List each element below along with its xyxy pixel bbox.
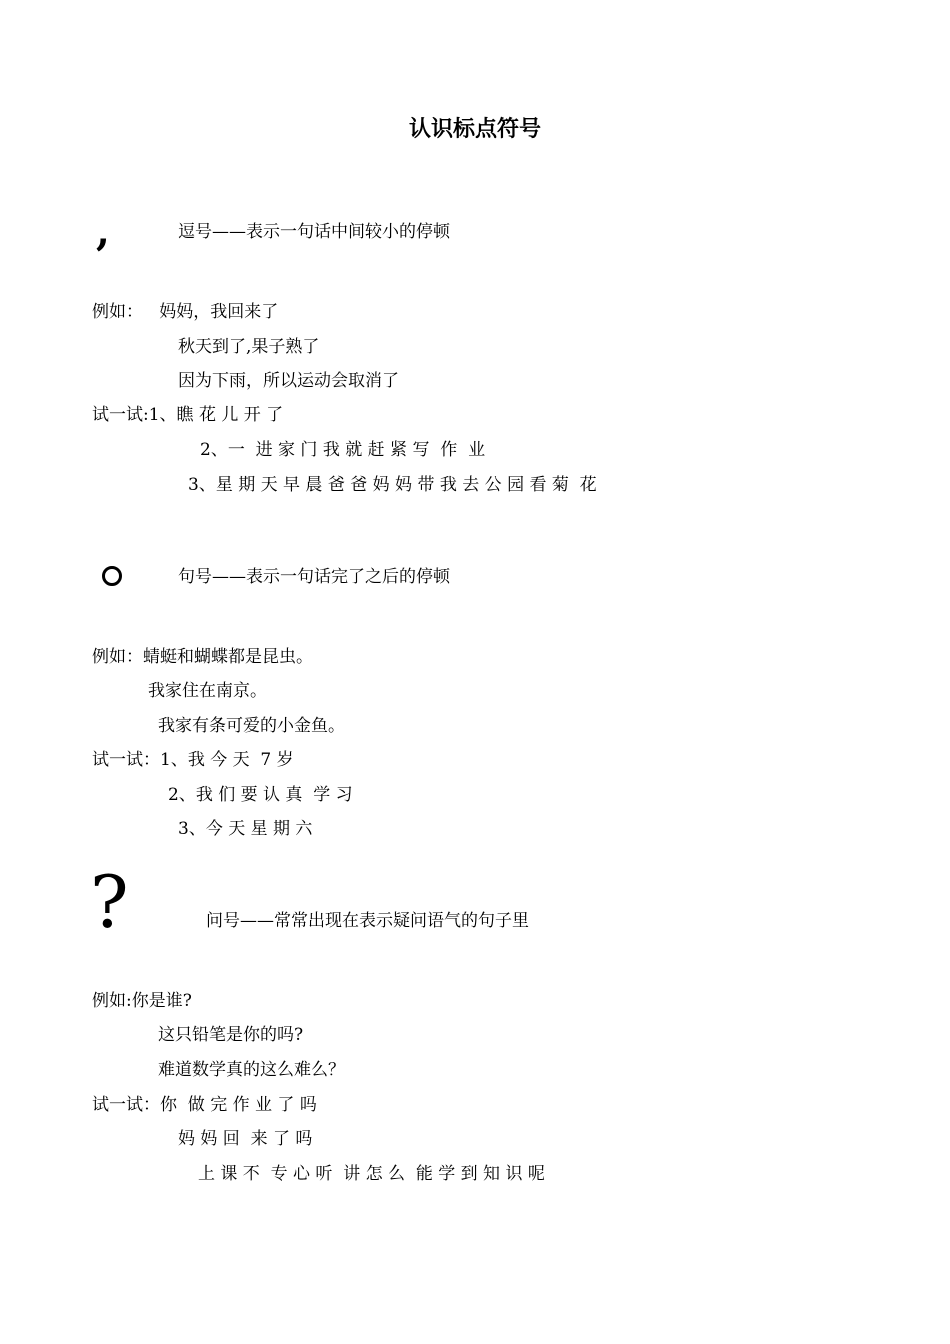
question-example-3: 难道数学真的这么难么？	[158, 1060, 345, 1080]
comma-example-1: 例如： 妈妈，我回来了	[92, 302, 279, 322]
question-practice-2: 妈 妈 回 来 了 吗	[178, 1129, 313, 1149]
period-practice-1: 试一试：1、我 今 天 7 岁	[92, 750, 294, 770]
period-icon	[102, 566, 122, 586]
page-title: 认识标点符号	[408, 117, 541, 142]
question-mark-icon: ?	[90, 860, 129, 944]
period-example-1: 例如：蜻蜓和蝴蝶都是昆虫。	[92, 647, 313, 667]
comma-practice-2: 2、一 进 家 门 我 就 赶 紧 写 作 业	[200, 440, 486, 460]
period-example-2: 我家住在南京。	[148, 681, 267, 701]
comma-icon: ,	[96, 208, 110, 255]
period-example-3: 我家有条可爱的小金鱼。	[158, 716, 345, 736]
period-practice-3: 3、今 天 星 期 六	[178, 819, 313, 839]
comma-example-2: 秋天到了,果子熟了	[178, 337, 320, 357]
comma-practice-1: 试一试:1、瞧 花 儿 开 了	[92, 405, 284, 425]
question-practice-1: 试一试：你 做 完 作 业 了 吗	[92, 1095, 317, 1115]
period-definition: 句号——表示一句话完了之后的停顿	[178, 567, 450, 587]
question-definition: 问号——常常出现在表示疑问语气的句子里	[206, 911, 529, 931]
comma-practice-3: 3、星 期 天 早 晨 爸 爸 妈 妈 带 我 去 公 园 看 菊 花	[188, 475, 597, 495]
question-example-2: 这只铅笔是你的吗?	[158, 1025, 304, 1045]
comma-example-3: 因为下雨，所以运动会取消了	[178, 371, 399, 391]
comma-definition: 逗号——表示一句话中间较小的停顿	[178, 222, 450, 242]
question-example-1: 例如:你是谁?	[92, 991, 192, 1011]
question-practice-3: 上 课 不 专 心 听 讲 怎 么 能 学 到 知 识 呢	[198, 1164, 545, 1184]
period-practice-2: 2、我 们 要 认 真 学 习	[168, 785, 353, 805]
